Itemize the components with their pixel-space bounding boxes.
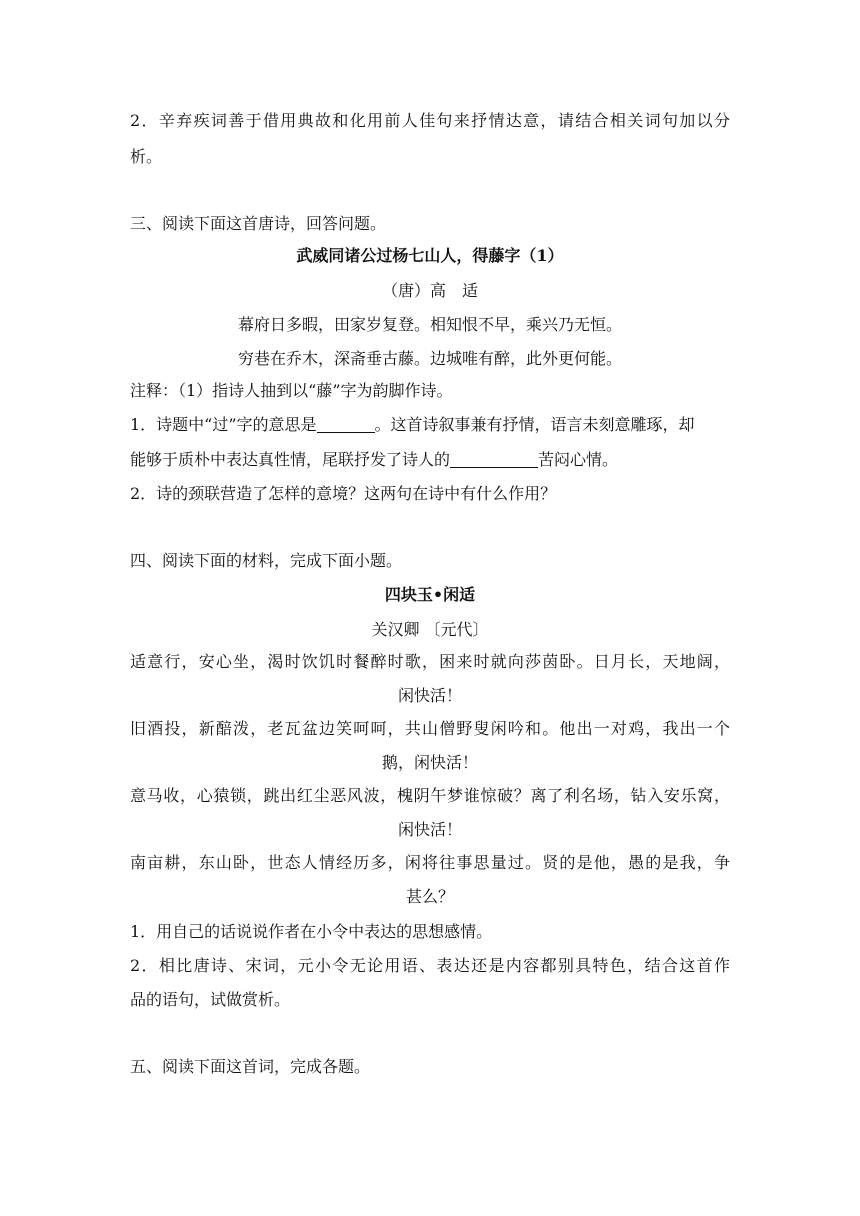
section-5-heading: 五、阅读下面这首词，完成各题。 <box>130 1057 371 1076</box>
stanza-3-line-1: 意马收，心猿锁，跳出红尘恶风波，槐阴午梦谁惊破？离了利名场，钻入安乐窝， <box>130 786 730 805</box>
q1-text-after-blank: 。这首诗叙事兼有抒情，语言未刻意雕琢，却 <box>374 415 695 434</box>
question-2-line-1: 2．辛弃疾词善于借用典故和化用前人佳句来抒情达意，请结合相关词句加以分 <box>130 111 730 130</box>
stanza-4-line-2: 甚么？ <box>405 887 454 906</box>
answer-blank-2[interactable] <box>450 451 538 468</box>
q1-line2-before-blank: 能够于质朴中表达真性情，尾联抒发了诗人的 <box>130 450 451 469</box>
question-2-line-2: 析。 <box>130 147 163 166</box>
poem-line-1: 幕府日多暇，田家岁复登。相知恨不早，乘兴乃无恒。 <box>237 315 622 334</box>
song-title: 四块玉•闲适 <box>384 585 476 604</box>
poem-line-2: 穷巷在乔木，深斋垂古藤。边城唯有醉，此外更何能。 <box>237 349 622 368</box>
section-3-heading: 三、阅读下面这首唐诗，回答问题。 <box>130 214 387 233</box>
poem-note: 注释：（1）指诗人抽到以“藤”字为韵脚作诗。 <box>130 381 453 400</box>
q1-line2-after-blank: 苦闷心情。 <box>538 450 619 469</box>
poem-author: （唐）高 适 <box>381 281 478 300</box>
section-3-question-1-line-1 <box>130 414 730 436</box>
section-3-question-2: 2．诗的颈联营造了怎样的意境？这两句在诗中有什么作用？ <box>130 484 557 503</box>
stanza-3-line-2: 闲快活！ <box>397 820 462 839</box>
section-4-heading: 四、阅读下面的材料，完成下面小题。 <box>130 551 403 570</box>
section-3-question-1-line-2 <box>130 449 730 471</box>
stanza-1-line-1: 适意行，安心坐，渴时饮饥时餐醉时歌，困来时就向莎茵卧。日月长，天地阔， <box>130 652 730 671</box>
stanza-2-line-1: 旧酒投，新醅泼，老瓦盆边笑呵呵，共山僧野叟闲吟和。他出一对鸡，我出一个 <box>130 719 730 738</box>
section-4-question-1: 1．用自己的话说说作者在小令中表达的思想感情。 <box>130 922 493 941</box>
section-4-question-2-line-1: 2．相比唐诗、宋词，元小令无论用语、表达还是内容都别具特色，结合这首作 <box>130 956 730 975</box>
answer-blank-1[interactable] <box>317 416 375 433</box>
stanza-1-line-2: 闲快活！ <box>397 686 462 705</box>
q1-text-before-blank: 1．诗题中“过”字的意思是 <box>130 415 317 434</box>
stanza-2-line-2: 鹅，闲快活！ <box>381 753 478 772</box>
stanza-4-line-1: 南亩耕，东山卧，世态人情经历多，闲将往事思量过。贤的是他，愚的是我，争 <box>130 853 730 872</box>
song-author: 关汉卿 〔元代〕 <box>371 620 489 639</box>
poem-title: 武威同诸公过杨七山人，得藤字（1） <box>296 246 564 265</box>
section-4-question-2-line-2: 品的语句，试做赏析。 <box>130 990 291 1009</box>
